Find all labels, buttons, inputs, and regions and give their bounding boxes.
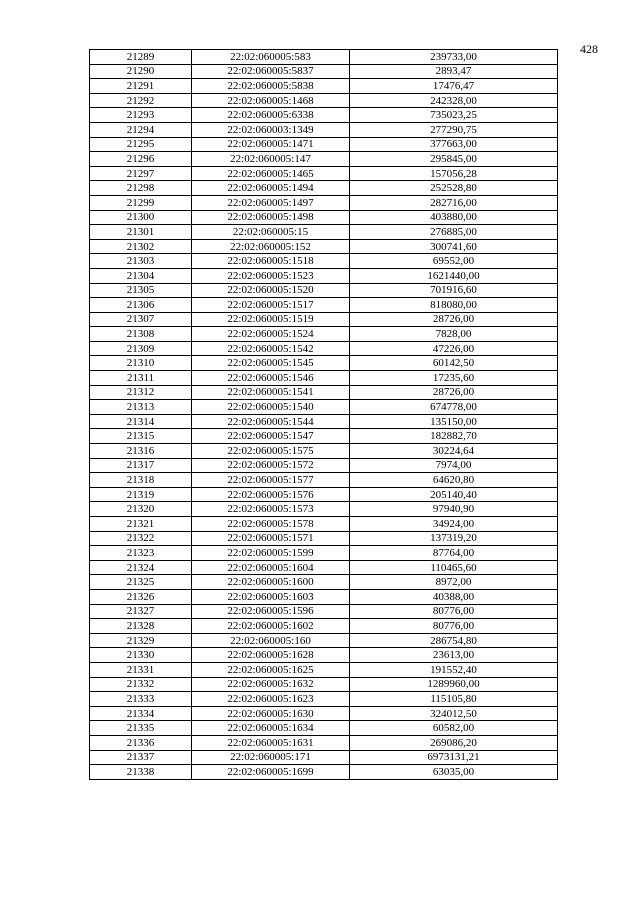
table-row [90, 312, 558, 327]
value-cell: 17476,47 [350, 79, 558, 94]
value-cell: 701916,60 [350, 283, 558, 298]
value-cell: 47226,00 [350, 341, 558, 356]
cadastral-number-cell: 22:02:060005:1468 [192, 93, 350, 108]
value-cell: 182882,70 [350, 429, 558, 444]
value-cell: 191552,40 [350, 662, 558, 677]
row-number-cell: 21304 [90, 268, 192, 283]
row-number-cell: 21291 [90, 79, 192, 94]
row-number-cell: 21297 [90, 166, 192, 181]
row-number-cell: 21314 [90, 414, 192, 429]
row-number-cell: 21309 [90, 341, 192, 356]
table-row [90, 181, 558, 196]
cadastral-number-cell: 22:02:060005:1546 [192, 371, 350, 386]
table-row [90, 122, 558, 137]
cadastral-number-cell: 22:02:060003:1349 [192, 122, 350, 137]
cadastral-number-cell: 22:02:060005:1630 [192, 706, 350, 721]
value-cell: 115105,80 [350, 692, 558, 707]
row-number-cell: 21294 [90, 122, 192, 137]
row-number-cell: 21332 [90, 677, 192, 692]
row-number-cell: 21319 [90, 487, 192, 502]
value-cell: 28726,00 [350, 312, 558, 327]
table-row [90, 692, 558, 707]
table-row [90, 765, 558, 780]
row-number-cell: 21298 [90, 181, 192, 196]
table-row [90, 648, 558, 663]
table-row [90, 735, 558, 750]
table-row [90, 298, 558, 313]
value-cell: 64620,80 [350, 473, 558, 488]
row-number-cell: 21300 [90, 210, 192, 225]
value-cell: 1621440,00 [350, 268, 558, 283]
value-cell: 8972,00 [350, 575, 558, 590]
value-cell: 60142,50 [350, 356, 558, 371]
value-cell: 23613,00 [350, 648, 558, 663]
value-cell: 137319,20 [350, 531, 558, 546]
cadastral-number-cell: 22:02:060005:1628 [192, 648, 350, 663]
value-cell: 239733,00 [350, 50, 558, 65]
cadastral-number-cell: 22:02:060005:1523 [192, 268, 350, 283]
cadastral-number-cell: 22:02:060005:1541 [192, 385, 350, 400]
cadastral-number-cell: 22:02:060005:1600 [192, 575, 350, 590]
value-cell: 7974,00 [350, 458, 558, 473]
row-number-cell: 21323 [90, 546, 192, 561]
cadastral-number-cell: 22:02:060005:1519 [192, 312, 350, 327]
cadastral-number-cell: 22:02:060005:1465 [192, 166, 350, 181]
table-row [90, 444, 558, 459]
row-number-cell: 21299 [90, 195, 192, 210]
cadastral-number-cell: 22:02:060005:1599 [192, 546, 350, 561]
cadastral-number-cell: 22:02:060005:1540 [192, 400, 350, 415]
table-row [90, 502, 558, 517]
table-row [90, 706, 558, 721]
row-number-cell: 21336 [90, 735, 192, 750]
row-number-cell: 21303 [90, 254, 192, 269]
table-row [90, 327, 558, 342]
table-row [90, 662, 558, 677]
value-cell: 7828,00 [350, 327, 558, 342]
cadastral-number-cell: 22:02:060005:1542 [192, 341, 350, 356]
table-row [90, 195, 558, 210]
value-cell: 1289960,00 [350, 677, 558, 692]
table-row [90, 575, 558, 590]
cadastral-number-cell: 22:02:060005:152 [192, 239, 350, 254]
table-row [90, 400, 558, 415]
value-cell: 97940,90 [350, 502, 558, 517]
value-cell: 276885,00 [350, 225, 558, 240]
table-row [90, 254, 558, 269]
table-row [90, 458, 558, 473]
row-number-cell: 21289 [90, 50, 192, 65]
table-row [90, 64, 558, 79]
value-cell: 28726,00 [350, 385, 558, 400]
value-cell: 403880,00 [350, 210, 558, 225]
cadastral-number-cell: 22:02:060005:1571 [192, 531, 350, 546]
row-number-cell: 21335 [90, 721, 192, 736]
table-row [90, 371, 558, 386]
cadastral-number-cell: 22:02:060005:1545 [192, 356, 350, 371]
cadastral-number-cell: 22:02:060005:1596 [192, 604, 350, 619]
row-number-cell: 21295 [90, 137, 192, 152]
table-row [90, 152, 558, 167]
cadastral-number-cell: 22:02:060005:1634 [192, 721, 350, 736]
value-cell: 110465,60 [350, 560, 558, 575]
row-number-cell: 21317 [90, 458, 192, 473]
table-row [90, 341, 558, 356]
value-cell: 252528,80 [350, 181, 558, 196]
value-cell: 277290,75 [350, 122, 558, 137]
cadastral-number-cell: 22:02:060005:6338 [192, 108, 350, 123]
row-number-cell: 21338 [90, 765, 192, 780]
row-number-cell: 21333 [90, 692, 192, 707]
cadastral-number-cell: 22:02:060005:1604 [192, 560, 350, 575]
value-cell: 157056,28 [350, 166, 558, 181]
row-number-cell: 21327 [90, 604, 192, 619]
value-cell: 80776,00 [350, 604, 558, 619]
cadastral-number-cell: 22:02:060005:1603 [192, 589, 350, 604]
row-number-cell: 21315 [90, 429, 192, 444]
value-cell: 674778,00 [350, 400, 558, 415]
row-number-cell: 21322 [90, 531, 192, 546]
table-row [90, 268, 558, 283]
cadastral-number-cell: 22:02:060005:171 [192, 750, 350, 765]
row-number-cell: 21331 [90, 662, 192, 677]
row-number-cell: 21321 [90, 517, 192, 532]
cadastral-number-cell: 22:02:060005:1518 [192, 254, 350, 269]
page-number: 428 [580, 42, 598, 56]
table-row [90, 108, 558, 123]
value-cell: 300741,60 [350, 239, 558, 254]
cadastral-number-cell: 22:02:060005:583 [192, 50, 350, 65]
value-cell: 242328,00 [350, 93, 558, 108]
table-row [90, 604, 558, 619]
value-cell: 735023,25 [350, 108, 558, 123]
row-number-cell: 21292 [90, 93, 192, 108]
row-number-cell: 21330 [90, 648, 192, 663]
row-number-cell: 21334 [90, 706, 192, 721]
cadastral-number-cell: 22:02:060005:1498 [192, 210, 350, 225]
table-row [90, 546, 558, 561]
cadastral-number-cell: 22:02:060005:1625 [192, 662, 350, 677]
value-cell: 40388,00 [350, 589, 558, 604]
cadastral-number-cell: 22:02:060005:160 [192, 633, 350, 648]
cadastral-number-cell: 22:02:060005:1572 [192, 458, 350, 473]
value-cell: 80776,00 [350, 619, 558, 634]
row-number-cell: 21324 [90, 560, 192, 575]
cadastral-number-cell: 22:02:060005:15 [192, 225, 350, 240]
cadastral-number-cell: 22:02:060005:1623 [192, 692, 350, 707]
cadastral-number-cell: 22:02:060005:1602 [192, 619, 350, 634]
value-cell: 69552,00 [350, 254, 558, 269]
row-number-cell: 21329 [90, 633, 192, 648]
value-cell: 2893,47 [350, 64, 558, 79]
cadastral-number-cell: 22:02:060005:1544 [192, 414, 350, 429]
value-cell: 6973131,21 [350, 750, 558, 765]
value-cell: 282716,00 [350, 195, 558, 210]
value-cell: 269086,20 [350, 735, 558, 750]
table-row [90, 429, 558, 444]
cadastral-number-cell: 22:02:060005:1520 [192, 283, 350, 298]
row-number-cell: 21320 [90, 502, 192, 517]
cadastral-number-cell: 22:02:060005:1577 [192, 473, 350, 488]
value-cell: 295845,00 [350, 152, 558, 167]
row-number-cell: 21302 [90, 239, 192, 254]
cadastral-number-cell: 22:02:060005:1576 [192, 487, 350, 502]
table-row [90, 93, 558, 108]
table-row [90, 677, 558, 692]
cadastral-number-cell: 22:02:060005:5837 [192, 64, 350, 79]
cadastral-number-cell: 22:02:060005:1575 [192, 444, 350, 459]
row-number-cell: 21318 [90, 473, 192, 488]
row-number-cell: 21326 [90, 589, 192, 604]
row-number-cell: 21306 [90, 298, 192, 313]
value-cell: 205140,40 [350, 487, 558, 502]
table-row [90, 721, 558, 736]
table-row [90, 619, 558, 634]
cadastral-number-cell: 22:02:060005:147 [192, 152, 350, 167]
row-number-cell: 21290 [90, 64, 192, 79]
value-cell: 63035,00 [350, 765, 558, 780]
row-number-cell: 21325 [90, 575, 192, 590]
row-number-cell: 21337 [90, 750, 192, 765]
registry-table-body [90, 50, 558, 780]
row-number-cell: 21311 [90, 371, 192, 386]
row-number-cell: 21301 [90, 225, 192, 240]
row-number-cell: 21328 [90, 619, 192, 634]
row-number-cell: 21305 [90, 283, 192, 298]
cadastral-number-cell: 22:02:060005:1573 [192, 502, 350, 517]
cadastral-number-cell: 22:02:060005:1632 [192, 677, 350, 692]
cadastral-number-cell: 22:02:060005:1524 [192, 327, 350, 342]
table-row [90, 225, 558, 240]
cadastral-number-cell: 22:02:060005:1497 [192, 195, 350, 210]
table-row [90, 137, 558, 152]
value-cell: 377663,00 [350, 137, 558, 152]
cadastral-number-cell: 22:02:060005:1517 [192, 298, 350, 313]
cadastral-number-cell: 22:02:060005:1494 [192, 181, 350, 196]
value-cell: 324012,50 [350, 706, 558, 721]
value-cell: 34924,00 [350, 517, 558, 532]
table-row [90, 79, 558, 94]
table-row [90, 517, 558, 532]
value-cell: 87764,00 [350, 546, 558, 561]
table-row [90, 356, 558, 371]
cadastral-number-cell: 22:02:060005:1578 [192, 517, 350, 532]
table-row [90, 385, 558, 400]
row-number-cell: 21296 [90, 152, 192, 167]
cadastral-number-cell: 22:02:060005:1631 [192, 735, 350, 750]
table-row [90, 210, 558, 225]
table-row [90, 473, 558, 488]
cadastral-number-cell: 22:02:060005:1471 [192, 137, 350, 152]
table-row [90, 531, 558, 546]
table-row [90, 166, 558, 181]
table-row [90, 750, 558, 765]
row-number-cell: 21310 [90, 356, 192, 371]
row-number-cell: 21316 [90, 444, 192, 459]
table-row [90, 487, 558, 502]
registry-table [89, 49, 558, 780]
cadastral-number-cell: 22:02:060005:1699 [192, 765, 350, 780]
row-number-cell: 21308 [90, 327, 192, 342]
row-number-cell: 21313 [90, 400, 192, 415]
row-number-cell: 21293 [90, 108, 192, 123]
table-row [90, 414, 558, 429]
cadastral-number-cell: 22:02:060005:5838 [192, 79, 350, 94]
value-cell: 30224,64 [350, 444, 558, 459]
table-row [90, 560, 558, 575]
row-number-cell: 21307 [90, 312, 192, 327]
cadastral-number-cell: 22:02:060005:1547 [192, 429, 350, 444]
value-cell: 818080,00 [350, 298, 558, 313]
table-row [90, 239, 558, 254]
table-row [90, 589, 558, 604]
row-number-cell: 21312 [90, 385, 192, 400]
value-cell: 286754,80 [350, 633, 558, 648]
value-cell: 135150,00 [350, 414, 558, 429]
table-row [90, 633, 558, 648]
table-row [90, 283, 558, 298]
value-cell: 17235,60 [350, 371, 558, 386]
table-row [90, 50, 558, 65]
value-cell: 60582,00 [350, 721, 558, 736]
